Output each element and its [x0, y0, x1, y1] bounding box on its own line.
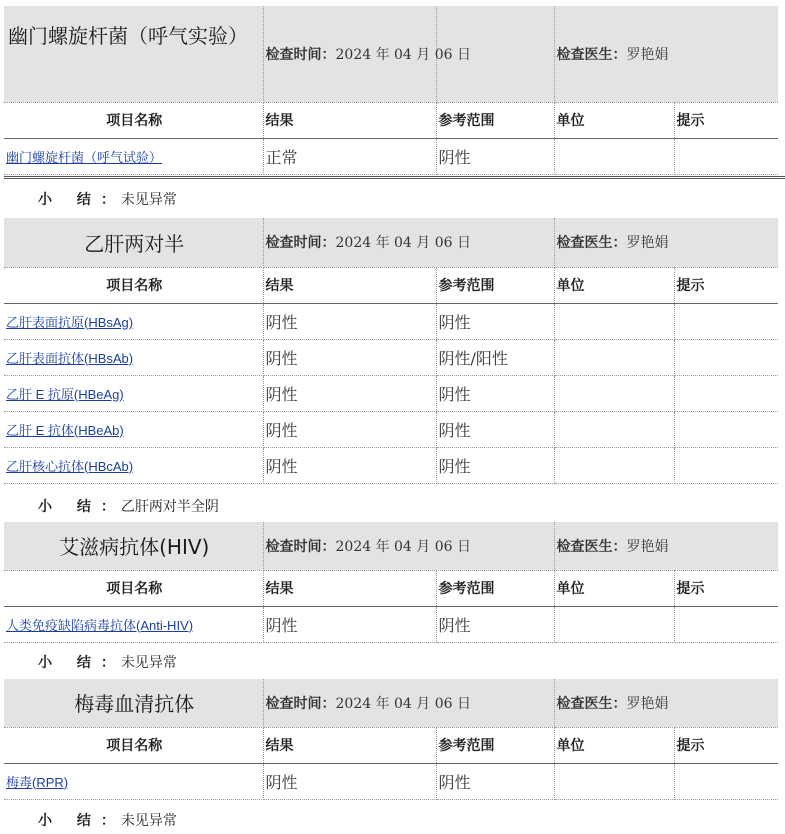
- item-link[interactable]: 乙肝表面抗体(HBsAb): [6, 350, 134, 366]
- hint-cell: [674, 411, 778, 447]
- section-title: 艾滋病抗体(HIV): [4, 522, 263, 570]
- item-link[interactable]: 乙肝表面抗原(HBsAg): [6, 314, 134, 330]
- exam-doctor: 检查医生：罗艳娟: [554, 6, 778, 102]
- section-summary: 小 结：乙肝两对半全阴: [38, 499, 219, 515]
- unit-cell: [554, 606, 674, 642]
- table-row: [4, 375, 778, 411]
- col-result-header: 结果: [263, 727, 436, 763]
- result-cell: 阴性: [263, 606, 436, 642]
- item-link[interactable]: 幽门螺旋杆菌（呼气试验）: [6, 149, 163, 165]
- table-row: [4, 447, 778, 483]
- range-cell: 阴性: [436, 138, 554, 174]
- hint-cell: [674, 339, 778, 375]
- exam-time: 检查时间：2024 年 04 月 06 日: [263, 6, 436, 102]
- col-range-header: 参考范围: [436, 727, 554, 763]
- col-range-header: 参考范围: [436, 570, 554, 606]
- table-row: [4, 763, 778, 799]
- exam-time: 检查时间：2024 年 04 月 06 日: [263, 218, 554, 267]
- section-hepatitis-b: [4, 218, 778, 484]
- range-cell: 阴性: [436, 303, 554, 339]
- unit-cell: [554, 411, 674, 447]
- table-row: [4, 303, 778, 339]
- col-item-header: 项目名称: [4, 570, 263, 606]
- item-link[interactable]: 梅毒(RPR): [6, 774, 69, 790]
- section-title: 乙肝两对半: [4, 218, 263, 267]
- col-item-header: 项目名称: [4, 102, 263, 138]
- unit-cell: [554, 303, 674, 339]
- col-result-header: 结果: [263, 102, 436, 138]
- item-link[interactable]: 乙肝核心抗体(HBcAb): [6, 458, 134, 474]
- hint-cell: [674, 447, 778, 483]
- col-result-header: 结果: [263, 267, 436, 303]
- col-unit-header: 单位: [554, 570, 674, 606]
- exam-time: 检查时间：2024 年 04 月 06 日: [263, 522, 554, 570]
- range-cell: 阴性: [436, 606, 554, 642]
- col-unit-header: 单位: [554, 727, 674, 763]
- result-cell: 正常: [263, 138, 436, 174]
- section-summary: 小 结：未见异常: [38, 192, 177, 208]
- section-divider: [4, 176, 785, 179]
- exam-table: [4, 679, 778, 800]
- exam-doctor: 检查医生：罗艳娟: [554, 679, 778, 727]
- hint-cell: [674, 606, 778, 642]
- section-hiv: [4, 522, 778, 643]
- table-row: [4, 411, 778, 447]
- exam-doctor: 检查医生：罗艳娟: [554, 522, 778, 570]
- result-cell: 阴性: [263, 303, 436, 339]
- unit-cell: [554, 138, 674, 174]
- col-unit-header: 单位: [554, 102, 674, 138]
- range-cell: 阴性/阳性: [436, 339, 554, 375]
- table-row: [4, 606, 778, 642]
- col-item-header: 项目名称: [4, 267, 263, 303]
- col-range-header: 参考范围: [436, 267, 554, 303]
- section-summary: 小 结：未见异常: [38, 655, 177, 671]
- col-unit-header: 单位: [554, 267, 674, 303]
- hint-cell: [674, 763, 778, 799]
- unit-cell: [554, 339, 674, 375]
- section-syphilis: [4, 679, 778, 800]
- col-item-header: 项目名称: [4, 727, 263, 763]
- item-link[interactable]: 人类免疫缺陷病毒抗体(Anti-HIV): [6, 617, 194, 633]
- exam-time: 检查时间：2024 年 04 月 06 日: [263, 679, 554, 727]
- hint-cell: [674, 375, 778, 411]
- section-hpylori: [4, 6, 778, 175]
- table-row: [4, 138, 778, 174]
- result-cell: 阴性: [263, 447, 436, 483]
- range-cell: 阴性: [436, 411, 554, 447]
- table-row: [4, 339, 778, 375]
- section-title: 幽门螺旋杆菌（呼气实验）: [4, 6, 263, 102]
- unit-cell: [554, 763, 674, 799]
- result-cell: 阴性: [263, 339, 436, 375]
- col-hint-header: 提示: [674, 727, 778, 763]
- col-hint-header: 提示: [674, 570, 778, 606]
- col-range-header: 参考范围: [436, 102, 554, 138]
- unit-cell: [554, 447, 674, 483]
- result-cell: 阴性: [263, 763, 436, 799]
- exam-doctor: 检查医生：罗艳娟: [554, 218, 778, 267]
- exam-table: [4, 218, 778, 484]
- col-result-header: 结果: [263, 570, 436, 606]
- unit-cell: [554, 375, 674, 411]
- exam-table: [4, 522, 778, 643]
- item-link[interactable]: 乙肝 E 抗体(HBeAb): [6, 422, 124, 438]
- col-hint-header: 提示: [674, 267, 778, 303]
- exam-table: [4, 6, 778, 175]
- hint-cell: [674, 138, 778, 174]
- range-cell: 阴性: [436, 375, 554, 411]
- range-cell: 阴性: [436, 763, 554, 799]
- result-cell: 阴性: [263, 411, 436, 447]
- range-cell: 阴性: [436, 447, 554, 483]
- item-link[interactable]: 乙肝 E 抗原(HBeAg): [6, 386, 124, 402]
- hint-cell: [674, 303, 778, 339]
- section-title: 梅毒血清抗体: [4, 679, 263, 727]
- col-hint-header: 提示: [674, 102, 778, 138]
- result-cell: 阴性: [263, 375, 436, 411]
- section-summary: 小 结：未见异常: [38, 813, 177, 829]
